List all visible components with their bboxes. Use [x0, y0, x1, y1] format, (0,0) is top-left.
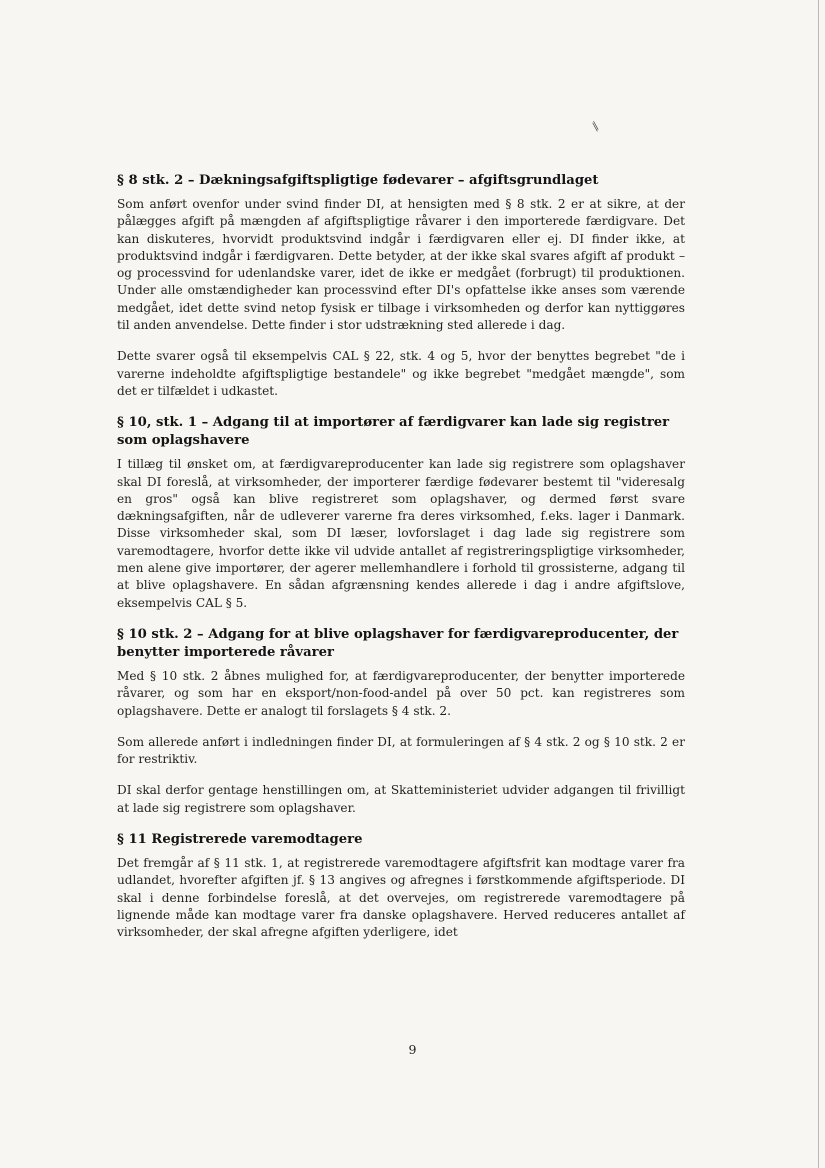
section-heading: § 11 Registrerede varemodtagere [117, 832, 363, 848]
paragraph: DI skal derfor gentage henstillingen om, at Skatteministeriet udvider adgangen til frivilligt at lade sig registrere som oplagshaver. [117, 783, 685, 815]
section-heading: § 10, stk. 1 – Adgang til at importører af færdigvarer kan lade sig registrer som oplagshavere [117, 415, 670, 449]
paragraph: Med § 10 stk. 2 åbnes mulighed for, at færdigvareproducenter, der benytter importerede råvarer, og som har en eksport/non-food-andel på over 50 pct. kan registreres som oplagshavere. Dette er analogt til forslagets § 4 stk. 2. [117, 668, 685, 718]
page-edge-line [818, 0, 819, 1168]
section-8-stk-2 [117, 172, 685, 400]
section-10-stk-1 [117, 414, 685, 612]
section-heading: § 10 stk. 2 – Adgang for at blive oplagshaver for færdigvareproducenter, der benytter importerede råvarer [117, 626, 679, 660]
paragraph: Dette svarer også til eksempelvis CAL § 22, stk. 4 og 5, hvor der benyttes begrebet "de i varerne indeholdte afgiftspligtige bestandele" og ikke begrebet "medgået mængde", som det er tilfældet i udkastet. [117, 349, 685, 398]
pen-mark: ⁄⁄ [589, 121, 603, 132]
paragraph: Som anført ovenfor under svind finder DI, at hensigten med § 8 stk. 2 er at sikre, at der pålægges afgift på mængden af afgiftspligtige råvarer i den importerede færdigvare. Det kan diskuteres, hvorvidt produktsvind indgår i færdigvaren eller ej. DI finder ikke, at produktsvind indgår i færdigvaren. Dette betyder, at der ikke skal svares afgift af produkt – og processvind for udenlandske varer, idet de ikke er medgået (forbrugt) til produktionen. Under alle omstændigheder kan processvind efter DI's opfattelse ikke anses som værende medgået, idet dette svind netop fysisk er tilbage i virksomheden og derfor kan nyttiggøres til anden anvendelse. Dette finder i stor udstrækning sted allerede i dag. [117, 197, 685, 333]
paragraph: I tillæg til ønsket om, at færdigvareproducenter kan lade sig registrere som oplagshaver skal DI foreslå, at virksomheder, der importerer færdige fødevarer bestemt til "videresalg en gros" også kan blive registreret som oplagshaver, og dermed først svare dækningsafgiften, når de udleverer varerne fra deres virksomhed, f.eks. lager i Danmark. Disse virksomheder skal, som DI læser, lovforslaget i dag lade sig registrere som varemodtagere, hvorfor dette ikke vil udvide antallet af registreringspligtige virksomheder, men alene give importører, der agerer mellemhandlere i forhold til grossisterne, adgang til at blive oplagshavere. En sådan afgrænsning kendes allerede i dag i andre afgiftslove, eksempelvis CAL § 5. [117, 457, 685, 610]
paragraph: Det fremgår af § 11 stk. 1, at registrerede varemodtagere afgiftsfrit kan modtage varer fra udlandet, hvorefter afgiften jf. § 13 angives og afregnes i førstkommende afgiftsperiode. DI skal i denne forbindelse foreslå, at det overvejes, om registrerede varemodtagere på lignende måde kan modtage varer fra danske oplagshavere. Herved reduceres antallet af virksomheder, der skal afregne afgiften yderligere, idet [117, 856, 685, 940]
page-number: 9 [408, 1042, 417, 1057]
section-10-stk-2 [117, 626, 685, 817]
section-heading: § 8 stk. 2 – Dækningsafgiftspligtige fødevarer – afgiftsgrundlaget [117, 173, 599, 188]
paragraph: Som allerede anført i indledningen finder DI, at formuleringen af § 4 stk. 2 og § 10 stk. 2 er for restriktiv. [117, 734, 685, 767]
document-body [117, 172, 685, 956]
section-11 [117, 831, 685, 941]
